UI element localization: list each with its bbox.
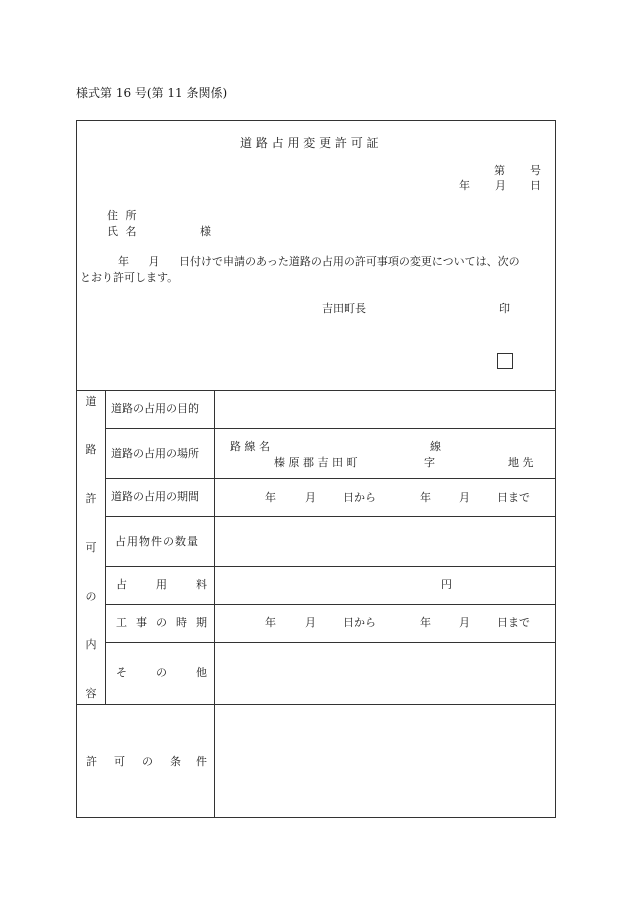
- conditions-label-char-4: 条: [170, 755, 181, 768]
- route-line-suffix: 線: [430, 440, 441, 453]
- side-heading-char-3: 許: [85, 492, 97, 505]
- body-text-line1: 年 月 日付けで申請のあった道路の占用の許可事項の変更については、次の: [118, 255, 520, 268]
- period-from-day: 日から: [343, 491, 376, 504]
- construction-label-char-2: 事: [136, 616, 147, 629]
- district-name: 榛 原 郡 吉 田 町: [274, 456, 358, 469]
- construction-label-char-4: 時: [176, 616, 187, 629]
- conditions-label-char-3: の: [142, 755, 153, 768]
- construction-label-char-1: 工: [116, 616, 127, 629]
- doc-number-go: 号: [530, 164, 541, 177]
- conditions-label-char-1: 許: [86, 755, 97, 768]
- period-to-day: 日まで: [497, 491, 530, 504]
- side-heading-char-2: 路: [85, 443, 97, 456]
- period-from-month: 月: [305, 491, 316, 504]
- date-year: 年: [459, 179, 470, 192]
- side-heading-char-1: 道: [85, 395, 97, 408]
- side-heading-char-7: 容: [85, 687, 97, 700]
- divider-fee: [105, 604, 556, 605]
- date-month: 月: [495, 179, 506, 192]
- period-to-month: 月: [459, 491, 470, 504]
- period-from-year: 年: [265, 491, 276, 504]
- divider-side-heading: [105, 390, 106, 704]
- issuer-title: 吉田町長: [322, 302, 366, 315]
- construction-label-char-5: 期: [196, 616, 207, 629]
- quantity-label: 占用物件の数量: [115, 535, 199, 548]
- other-label-char-3: 他: [196, 666, 207, 679]
- body-text-line2: とおり許可します。: [80, 271, 179, 284]
- name-label: 氏 名: [107, 225, 137, 238]
- date-day: 日: [530, 179, 541, 192]
- divider-quantity: [105, 566, 556, 567]
- divider-top-section: [76, 390, 556, 391]
- side-heading-char-6: 内: [85, 638, 97, 651]
- location-label: 道路の占用の場所: [111, 447, 199, 460]
- side-heading-char-4: 可: [85, 541, 97, 554]
- purpose-label: 道路の占用の目的: [111, 402, 199, 415]
- fee-label-char-1: 占: [116, 578, 127, 591]
- construction-to-month: 月: [459, 616, 470, 629]
- other-label-char-2: の: [156, 666, 167, 679]
- form-label: 様式第 16 号(第 11 条関係): [76, 86, 228, 100]
- doc-number-dai: 第: [494, 164, 505, 177]
- divider-conditions: [76, 704, 556, 705]
- chisaki-label: 地 先: [508, 456, 534, 469]
- divider-purpose: [105, 428, 556, 429]
- document-title: 道 路 占 用 変 更 許 可 証: [240, 136, 379, 150]
- period-label: 道路の占用の期間: [111, 490, 199, 503]
- route-name-label: 路 線 名: [230, 440, 270, 453]
- fee-label-char-3: 料: [196, 578, 207, 591]
- conditions-label-char-5: 件: [196, 755, 207, 768]
- aza-label: 字: [424, 456, 435, 469]
- sama-label: 様: [200, 225, 211, 238]
- divider-label-column: [214, 390, 215, 818]
- divider-construction: [105, 642, 556, 643]
- address-label: 住 所: [107, 209, 137, 222]
- period-to-year: 年: [420, 491, 431, 504]
- divider-location: [105, 478, 556, 479]
- construction-to-day: 日まで: [497, 616, 530, 629]
- seal-stamp-box: [497, 353, 513, 369]
- fee-label-char-2: 用: [156, 578, 167, 591]
- other-label-char-1: そ: [116, 666, 127, 679]
- form-frame: [76, 120, 556, 818]
- divider-period: [105, 516, 556, 517]
- side-heading-char-5: の: [85, 590, 97, 603]
- construction-from-month: 月: [305, 616, 316, 629]
- seal-label: 印: [499, 302, 510, 315]
- construction-label-char-3: の: [156, 616, 167, 629]
- construction-from-year: 年: [265, 616, 276, 629]
- construction-from-day: 日から: [343, 616, 376, 629]
- conditions-label-char-2: 可: [114, 755, 125, 768]
- construction-to-year: 年: [420, 616, 431, 629]
- fee-unit-yen: 円: [441, 578, 452, 591]
